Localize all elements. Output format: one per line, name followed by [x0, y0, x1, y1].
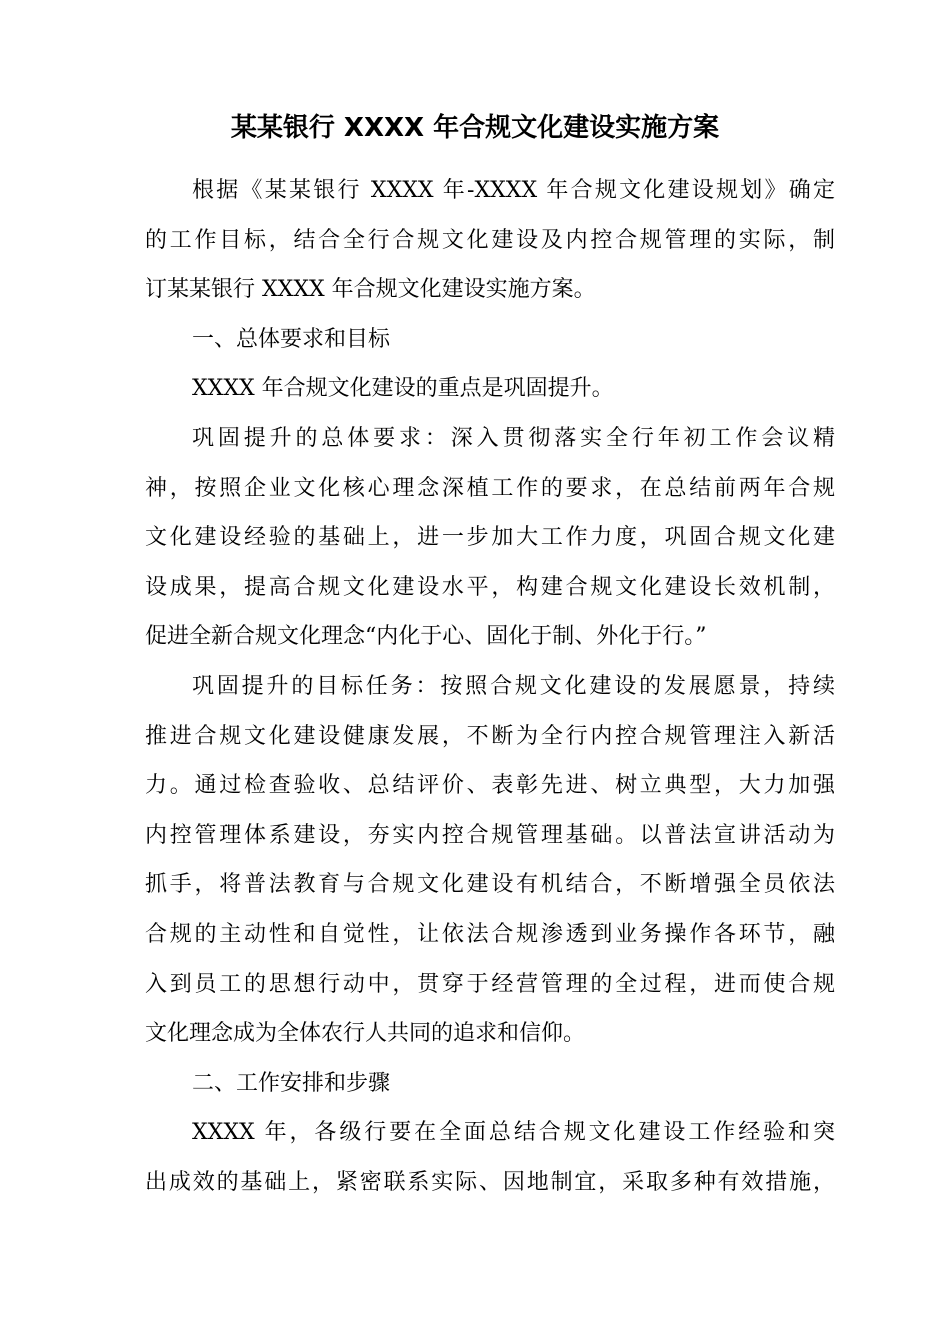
body-line: 入到员工的思想行动中，贯穿于经营管理的全过程，进而使合规	[145, 971, 835, 997]
body-line: 推进合规文化建设健康发展，不断为全行内控合规管理注入新活	[145, 723, 835, 749]
document-body	[145, 166, 835, 1207]
body-line: 神，按照企业文化核心理念深植工作的要求，在总结前两年合规	[145, 475, 835, 501]
body-line: 二、工作安排和步骤	[192, 1070, 391, 1096]
body-line: 根据《某某银行 XXXX 年-XXXX 年合规文化建设规划》确定	[192, 178, 835, 203]
body-line: 文化建设经验的基础上，进一步加大工作力度，巩固合规文化建	[145, 525, 835, 551]
body-line: 力。通过检查验收、总结评价、表彰先进、树立典型，大力加强	[145, 773, 835, 799]
body-line: XXXX 年，各级行要在全面总结合规文化建设工作经验和突	[192, 1120, 835, 1146]
body-line: 巩固提升的目标任务：按照合规文化建设的发展愿景，持续	[192, 673, 835, 699]
body-line: 订某某银行 XXXX 年合规文化建设实施方案。	[145, 277, 596, 303]
body-line: 内控管理体系建设，夯实内控合规管理基础。以普法宣讲活动为	[145, 822, 835, 848]
body-line: 文化理念成为全体农行人共同的追求和信仰。	[145, 1021, 586, 1047]
body-line: 合规的主动性和自觉性，让依法合规渗透到业务操作各环节，融	[145, 921, 835, 947]
body-line: 一、总体要求和目标	[192, 326, 391, 352]
body-line: XXXX 年合规文化建设的重点是巩固提升。	[192, 376, 614, 402]
body-line: 促进全新合规文化理念“内化于心、固化于制、外化于行。”	[145, 624, 707, 650]
body-line: 出成效的基础上，紧密联系实际、因地制宜，采取多种有效措施，	[145, 1169, 835, 1195]
body-line: 的工作目标，结合全行合规文化建设及内控合规管理的实际，制	[145, 227, 835, 253]
body-line: 巩固提升的总体要求：深入贯彻落实全行年初工作会议精	[192, 425, 835, 451]
body-line: 设成果，提高合规文化建设水平，构建合规文化建设长效机制，	[145, 574, 835, 600]
body-line: 抓手，将普法教育与合规文化建设有机结合，不断增强全员依法	[145, 872, 835, 898]
document-title: 某某银行 XXXX 年合规文化建设实施方案	[230, 113, 720, 143]
